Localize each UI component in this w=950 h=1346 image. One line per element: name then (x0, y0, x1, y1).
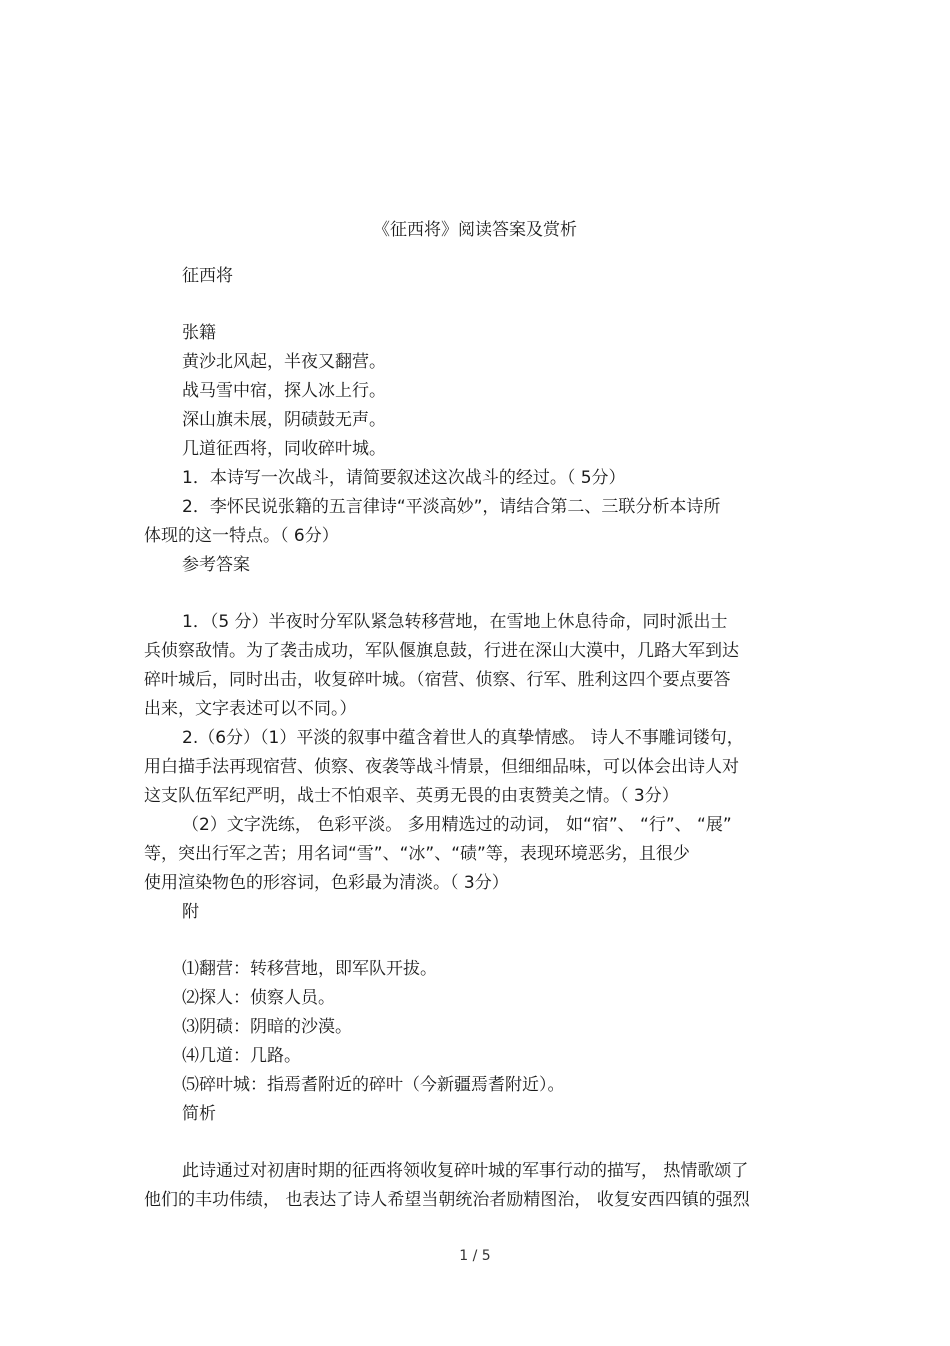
answer-2-line-4: （2）文字洗练， 色彩平淡。 多用精选过的动词， 如“宿”、 “行”、 “展” (182, 815, 732, 835)
answer-1-line-3: 碎叶城后，同时出击，收复碎叶城。（宿营、侦察、行军、胜利这四个要点要答 (144, 670, 731, 690)
answer-2-line-6: 使用渲染物色的形容词，色彩最为清淡。（ 3分） (144, 873, 509, 893)
answer-1-line-1: 1．（5 分）半夜时分军队紧急转移营地，在雪地上休息待命，同时派出士 (182, 612, 728, 632)
appendix-note-5: ⑸碎叶城：指焉耆附近的碎叶（今新疆焉耆附近）。 (182, 1075, 565, 1095)
poem-author: 张籍 (182, 323, 216, 343)
analysis-line-2: 他们的丰功伟绩， 也表达了诗人希望当朝统治者励精图治， 收复安西四镇的强烈 (144, 1190, 750, 1210)
answer-1-line-2: 兵侦察敌情。为了袭击成功，军队偃旗息鼓，行进在深山大漠中，几路大军到达 (144, 641, 739, 661)
appendix-heading: 附 (182, 902, 199, 922)
answer-2-line-5: 等，突出行军之苦；用名词“雪”、“冰”、“碛”等，表现环境恶劣，且很少 (144, 844, 690, 864)
poem-line-3: 深山旗未展，阴碛鼓无声。 (182, 410, 386, 430)
poem-name: 征西将 (182, 266, 233, 286)
answer-1-line-4: 出来，文字表述可以不同。） (144, 699, 357, 719)
answer-2-line-3: 这支队伍军纪严明，战士不怕艰辛、英勇无畏的由衷赞美之情。（ 3分） (144, 786, 679, 806)
document-title: 《征西将》阅读答案及赏析 (373, 220, 577, 240)
poem-line-4: 几道征西将，同收碎叶城。 (182, 439, 386, 459)
analysis-line-1: 此诗通过对初唐时期的征西将领收复碎叶城的军事行动的描写， 热情歌颂了 (182, 1161, 749, 1181)
appendix-note-4: ⑷几道：几路。 (182, 1046, 301, 1066)
answers-heading: 参考答案 (182, 555, 250, 575)
poem-line-1: 黄沙北风起，半夜又翻营。 (182, 352, 386, 372)
appendix-note-2: ⑵探人：侦察人员。 (182, 988, 335, 1008)
appendix-note-1: ⑴翻营：转移营地，即军队开拔。 (182, 959, 437, 979)
analysis-heading: 简析 (182, 1104, 216, 1124)
appendix-note-3: ⑶阴碛：阴暗的沙漠。 (182, 1017, 352, 1037)
poem-line-2: 战马雪中宿，探人冰上行。 (182, 381, 386, 401)
question-2-line-2: 体现的这一特点。（ 6分） (144, 526, 339, 546)
question-2-line-1: 2．李怀民说张籍的五言律诗“平淡高妙”，请结合第二、三联分析本诗所 (182, 497, 721, 517)
question-1: 1．本诗写一次战斗，请简要叙述这次战斗的经过。（ 5分） (182, 468, 626, 488)
answer-2-line-2: 用白描手法再现宿营、侦察、夜袭等战斗情景，但细细品味，可以体会出诗人对 (144, 757, 739, 777)
answer-2-line-1: 2.（6分）（1）平淡的叙事中蕴含着世人的真挚情感。 诗人不事雕词镂句， (182, 728, 744, 748)
page-number: 1 / 5 (459, 1248, 491, 1264)
